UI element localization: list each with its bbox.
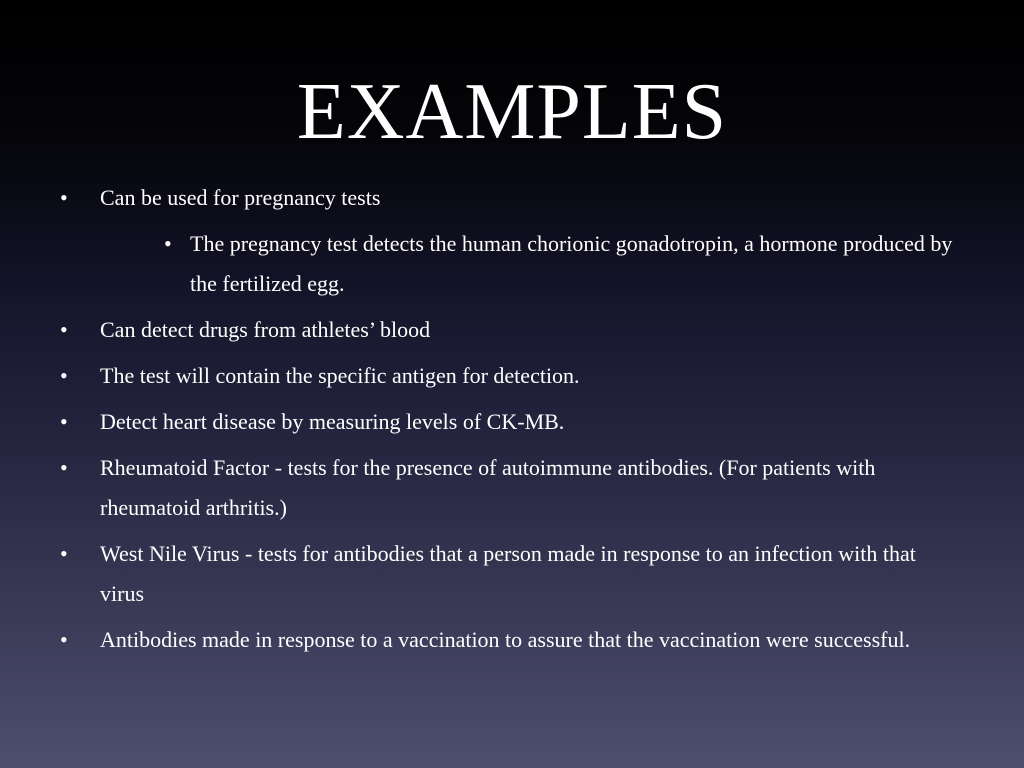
list-item (0, 310, 1024, 350)
list-item (0, 620, 1024, 660)
bullet-icon: • (60, 627, 68, 652)
list-item (0, 356, 1024, 396)
list-item (0, 224, 1024, 304)
bullet-text: The pregnancy test detects the human chorionic gonadotropin, a hormone produced by the fertilized egg. (190, 231, 953, 296)
bullet-text: The test will contain the specific antigen for detection. (100, 363, 580, 388)
list-item (0, 448, 1024, 528)
list-item (0, 178, 1024, 218)
bullet-text: West Nile Virus - tests for antibodies that a person made in response to an infection with that virus (100, 541, 916, 606)
list-item (0, 402, 1024, 442)
bullet-list (0, 178, 1024, 666)
bullet-icon: • (60, 409, 68, 434)
bullet-text: Detect heart disease by measuring levels of CK-MB. (100, 409, 565, 434)
bullet-icon: • (60, 317, 68, 342)
bullet-text: Can be used for pregnancy tests (100, 185, 381, 210)
bullet-icon: • (60, 541, 68, 566)
bullet-icon: • (60, 185, 68, 210)
bullet-text: Can detect drugs from athletes’ blood (100, 317, 431, 342)
bullet-icon: • (164, 231, 172, 256)
bullet-icon: • (60, 363, 68, 388)
list-item (0, 534, 1024, 614)
bullet-text: Antibodies made in response to a vaccination to assure that the vaccination were successful. (100, 627, 911, 652)
bullet-text: Rheumatoid Factor - tests for the presence of autoimmune antibodies. (For patients with rheumatoid arthritis.) (100, 455, 876, 520)
slide-title: EXAMPLES (296, 68, 728, 156)
bullet-icon: • (60, 455, 68, 480)
